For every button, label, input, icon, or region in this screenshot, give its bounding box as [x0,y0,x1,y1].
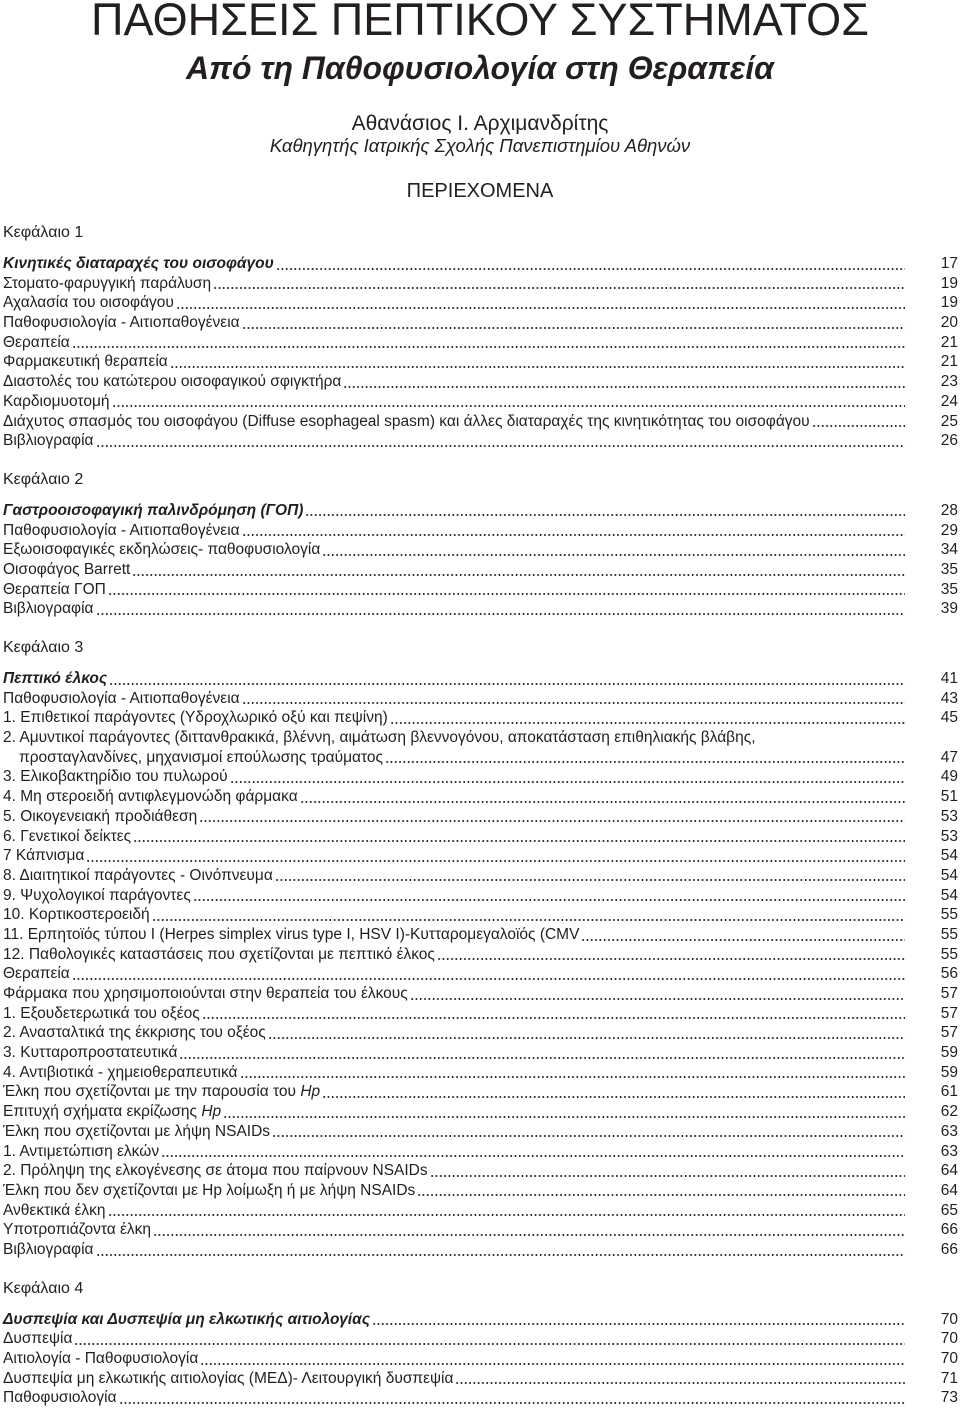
dot-leader [200,1349,905,1369]
toc-entry [3,1102,958,1122]
toc-entry-title-text: Επιτυχή σχήματα εκρίζωσης [3,1103,197,1121]
dot-leader [108,1201,905,1221]
dot-leader [72,964,905,984]
toc-entry-title: Γαστροοισοφαγική παλινδρόμηση (ΓΟΠ) [3,501,304,519]
toc-entry-page: 53 [940,807,958,825]
toc-entry-page: 23 [940,373,958,391]
dot-leader [242,689,905,709]
toc-entry-title: Εξωοισοφαγικές εκδηλώσεις- παθοφυσιολογία [3,541,321,559]
dot-leader [390,708,905,728]
toc-entry [3,1329,958,1349]
toc-entry-title [3,1082,320,1102]
dot-leader [74,1329,905,1349]
toc-entry-page: 43 [940,689,958,707]
toc-entry-page: 57 [940,1004,958,1022]
toc-entry-page: 54 [940,866,958,884]
toc-entry-page: 64 [940,1181,958,1199]
toc-entry-line [3,728,958,748]
contents-heading: ΠΕΡΙΕΧΟΜΕΝΑ [406,180,554,202]
toc-entry-title-italic: Hp [300,1083,321,1101]
dot-leader [96,1240,906,1260]
toc-entry [3,1063,958,1083]
book-title: ΠΑΘΗΣΕΙΣ ΠΕΠΤΙΚΟΥ ΣΥΣΤΗΜΑΤΟΣ [91,0,869,45]
toc-entry [3,392,958,412]
toc-entry-title: 12. Παθολογικές καταστάσεις που σχετίζονται με πεπτικό έλκος [3,945,435,963]
dot-leader [176,293,905,313]
dot-leader [305,501,905,521]
toc-entry-page: 70 [940,1350,958,1367]
dot-leader [179,1043,905,1063]
toc-entry [3,431,958,451]
dot-leader [96,599,906,619]
dot-leader [581,925,905,945]
toc-entry-page: 66 [940,1221,958,1239]
toc-entry-page: 54 [940,886,958,904]
toc-entry-title: Αιτιολογία - Παθοφυσιολογία [3,1350,199,1367]
toc-entry [3,787,958,807]
toc-entry [3,1043,958,1063]
dot-leader [199,807,905,827]
toc-entry-title: Παθοφυσιολογία - Αιτιοπαθογένεια [3,689,240,707]
toc-entry-title: 7 Κάπνισμα [3,847,85,865]
toc-entry [3,728,958,767]
dot-leader [272,1122,905,1142]
toc-entry-title: Διαστολές του κατώτερου οισοφαγικού σφιγκτήρα [3,373,342,391]
toc-entry-title: Υποτροπιάζοντα έλκη [3,1221,152,1239]
toc-entry-title: 2. Αμυντικοί παράγοντες (διττανθρακικά, βλέννη, αιμάτωση βλεννογόνου, αποκατάσταση επιθηλιακής βλάβης, [3,729,756,747]
chapter-section [3,1279,958,1408]
toc-entry-title: 3. Κυτταροπροστατευτικά [3,1044,178,1062]
toc-entry [3,521,958,541]
toc-entry-page: 57 [940,1024,958,1042]
toc-entry [3,540,958,560]
toc-entry [3,412,958,432]
toc-entry [3,293,958,313]
toc-entry-title: Οισοφάγος Barrett [3,560,131,578]
author-name: Αθανάσιος Ι. Αρχιμανδρίτης [351,112,609,135]
dot-leader [343,372,905,392]
toc-entry [3,866,958,886]
toc-entry [3,1161,958,1181]
dot-leader [109,669,905,689]
toc-entry [3,846,958,866]
toc-entry-title: 2. Ανασταλτικά της έκκρισης του οξέος [3,1024,266,1042]
toc-entry-page: 55 [940,945,958,963]
toc-entry-page: 21 [940,333,958,351]
toc-entry-page: 29 [940,521,958,539]
toc-entry-page: 59 [940,1044,958,1062]
toc-entry-title: 4. Μη στεροειδή αντιφλεγμονώδη φάρμακα [3,788,298,806]
dot-leader [223,1102,905,1122]
dot-leader [161,1142,905,1162]
toc-entry-page: 65 [940,1201,958,1219]
toc-entry-page: 66 [940,1240,958,1258]
toc-entry [3,1082,958,1102]
toc-entry-title: Βιβλιογραφία [3,1240,94,1258]
dot-leader [417,1181,905,1201]
toc-entry-page: 26 [940,432,958,450]
dot-leader [240,1063,905,1083]
toc-entry-title: Βιβλιογραφία [3,432,94,450]
chapter-label: Κεφάλαιο 2 [3,470,84,488]
toc-entry [3,1349,958,1369]
toc-entry-title: Θεραπεία ΓΟΠ [3,580,106,598]
toc-entry [3,1122,958,1142]
toc-entry [3,1142,958,1162]
toc-entry [3,1004,958,1024]
dot-leader [322,540,905,560]
toc-entry [3,925,958,945]
toc-entry-page: 59 [940,1063,958,1081]
chapter-label: Κεφάλαιο 4 [3,1279,84,1297]
dot-leader [119,1388,905,1408]
toc-entry-title: Φαρμακευτική θεραπεία [3,353,168,371]
dot-leader [275,866,905,886]
toc-entry [3,580,958,600]
toc-entry [3,945,958,965]
author-affiliation: Καθηγητής Ιατρικής Σχολής Πανεπιστημίου Αθηνών [269,135,691,156]
toc-entry-page: 34 [940,541,958,559]
dot-leader [112,392,905,412]
toc-entry-title-italic: Hp [201,1103,222,1121]
toc-entry-page: 41 [940,670,958,687]
toc-entry-page: 63 [940,1142,958,1160]
toc-entry-title: Κινητικές διαταραχές του οισοφάγου [3,255,274,272]
toc-entry-page: 19 [940,294,958,312]
dot-leader [202,1004,905,1024]
toc-entry-page: 25 [940,412,958,430]
toc-entry-page: 64 [940,1162,958,1180]
chapter-section [3,223,958,451]
dot-leader [170,352,905,372]
chapter-label: Κεφάλαιο 3 [3,639,84,656]
dot-leader [242,521,905,541]
dot-leader [300,787,905,807]
toc-entry-title: 6. Γενετικοί δείκτες [3,827,132,845]
toc-entry-page: 56 [940,965,958,983]
toc-entry [3,372,958,392]
toc-entry [3,708,958,728]
toc-entry-page: 73 [940,1389,958,1407]
dot-leader [455,1369,905,1389]
dot-leader [213,274,905,294]
toc-entry-page: 20 [940,314,958,332]
dot-leader [230,767,905,787]
toc-entry-page: 63 [940,1122,958,1140]
toc-entry [3,905,958,925]
toc-entry-title: Έλκη που δεν σχετίζονται με Hp λοίμωξη ή με λήψη NSAIDs [3,1181,416,1199]
dot-leader [268,1023,905,1043]
dot-leader [132,560,905,580]
dot-leader [372,1310,905,1330]
toc-entry-page: 17 [940,255,958,272]
dot-leader [193,886,905,906]
book-subtitle: Από τη Παθοφυσιολογία στη Θεραπεία [186,50,774,86]
dot-leader [276,254,905,274]
toc-entry [3,886,958,906]
dot-leader [152,905,905,925]
toc-entry-title: 8. Διαιτητικοί παράγοντες - Οινόπνευμα [3,866,273,884]
toc-entry-page: 45 [940,709,958,727]
toc-entry-title: 1. Εξουδετερωτικά του οξέος [3,1004,200,1022]
toc-entry-title: 1. Επιθετικοί παράγοντες (Υδροχλωρικό οξύ και πεψίνη) [3,709,388,727]
toc-entry-title: Αχαλασία του οισοφάγου [3,294,174,312]
toc-entry [3,1369,958,1389]
toc-entry [3,1388,958,1408]
toc-entry-title: Παθοφυσιολογία [3,1389,117,1407]
dot-leader [410,984,905,1004]
toc-entry [3,1201,958,1221]
toc-entry-title: Παθοφυσιολογία - Αιτιοπαθογένεια [3,521,240,539]
toc-entry [3,984,958,1004]
toc-entry-title: Καρδιομυοτομή [3,392,110,410]
chapter-section [3,638,958,1260]
toc-entry-page: 51 [940,788,958,806]
toc-entry-title: 10. Κορτικοστεροειδή [3,906,150,924]
toc-entry [3,669,958,689]
dot-leader [96,431,906,451]
dot-leader [133,827,905,847]
toc-entry-title: Δυσπεψία [3,1330,73,1348]
toc-entry-title: Βιβλιογραφία [3,600,94,618]
toc-entry-title: Έλκη που σχετίζονται με λήψη NSAIDs [3,1122,271,1140]
dot-leader [812,412,905,432]
toc-entry [3,964,958,984]
toc-entry [3,1240,958,1260]
toc-entry-title: Παθοφυσιολογία - Αιτιοπαθογένεια [3,314,240,332]
toc-entry-page: 54 [940,847,958,865]
toc-entry [3,1181,958,1201]
toc-entry-page: 62 [940,1103,958,1121]
toc-entry-page: 55 [940,925,958,943]
toc-entry [3,254,958,274]
toc-entry-page: 53 [940,827,958,845]
dot-leader [430,1161,905,1181]
toc-entry [3,352,958,372]
dot-leader [322,1082,905,1102]
toc-entry-page: 28 [940,501,958,519]
toc-entry-title: Ανθεκτικά έλκη [3,1201,106,1219]
toc-entry-title: 3. Ελικοβακτηρίδιο του πυλωρού [3,768,228,786]
toc-entry [3,599,958,619]
chapter-section [3,470,958,619]
toc-entry-page: 57 [940,985,958,1002]
dot-leader [385,748,905,768]
toc-entry-page: 70 [940,1310,958,1328]
toc-entry-page: 21 [940,353,958,371]
toc-entry [3,501,958,521]
toc-entry-title: Φάρμακα που χρησιμοποιούνται στην θεραπεία του έλκους [3,985,408,1002]
toc-entry-title: Δυσπεψία και Δυσπεψία μη ελκωτικής αιτιολογίας [3,1310,370,1328]
toc-entry-title [3,1102,221,1122]
toc-entry [3,689,958,709]
toc-entry-title-text: Έλκη που σχετίζονται με την παρουσία του [3,1083,296,1101]
chapter-label: Κεφάλαιο 1 [3,224,84,241]
toc-entry-line [3,748,958,768]
dot-leader [153,1220,905,1240]
dot-leader [72,333,905,353]
toc-entry-page: 70 [940,1330,958,1348]
toc-entry-title: Πεπτικό έλκος [3,670,108,687]
toc-entry-title: Θεραπεία [3,333,70,351]
toc-entry [3,827,958,847]
toc-entry-page: 47 [940,748,958,766]
toc-entry-page: 39 [940,600,958,618]
toc-entry-title: Δυσπεψία μη ελκωτικής αιτιολογίας (ΜΕΔ)- Λειτουργική δυσπεψία [3,1369,454,1387]
toc-entry-title: 2. Πρόληψη της ελκογένεσης σε άτομα που παίρνουν NSAIDs [3,1162,428,1180]
dot-leader [86,846,905,866]
dot-leader [108,580,905,600]
toc-entry-page: 55 [940,906,958,924]
toc-entry-title: 1. Αντιμετώπιση ελκών [3,1142,160,1160]
toc-entry-title: 5. Οικογενειακή προδιάθεση [3,807,198,825]
toc-entry-title: Θεραπεία [3,965,70,983]
toc-entry-page: 49 [940,768,958,786]
toc-entry-title: 9. Ψυχολογικοί παράγοντες [3,886,191,904]
toc-entry-page: 61 [940,1083,958,1101]
toc-entry-page: 71 [940,1369,958,1387]
toc-entry [3,1310,958,1330]
toc-entry [3,313,958,333]
toc-entry-page: 24 [940,392,958,410]
toc-entry [3,333,958,353]
toc-entry-title: Διάχυτος σπασμός του οισοφάγου (Diffuse esophageal spasm) και άλλες διαταραχές της κινητικότητας του οισοφάγου [3,412,810,430]
toc-entry-title-continuation: προσταγλανδίνες, μηχανισμοί επούλωσης τραύματος [19,748,383,766]
toc-entry-title: 4. Αντιβιοτικά - χημειοθεραπευτικά [3,1063,238,1081]
toc-entry [3,1023,958,1043]
toc-entry-title: Στοματο-φαρυγγική παράλυση [3,274,212,292]
toc-entry [3,1220,958,1240]
toc-entry [3,807,958,827]
toc-entry-page: 19 [940,274,958,292]
dot-leader [242,313,905,333]
toc-entry [3,560,958,580]
toc-entry-title: 11. Ερπητοϊός τύπου Ι (Herpes simplex virus type I, HSV I)-Κυτταρομεγαλοϊός (CMV [3,925,580,943]
toc-entry-page: 35 [940,560,958,578]
dot-leader [437,945,905,965]
toc-entry-page: 35 [940,580,958,598]
table-of-contents [3,223,958,1408]
toc-entry [3,274,958,294]
toc-entry [3,767,958,787]
